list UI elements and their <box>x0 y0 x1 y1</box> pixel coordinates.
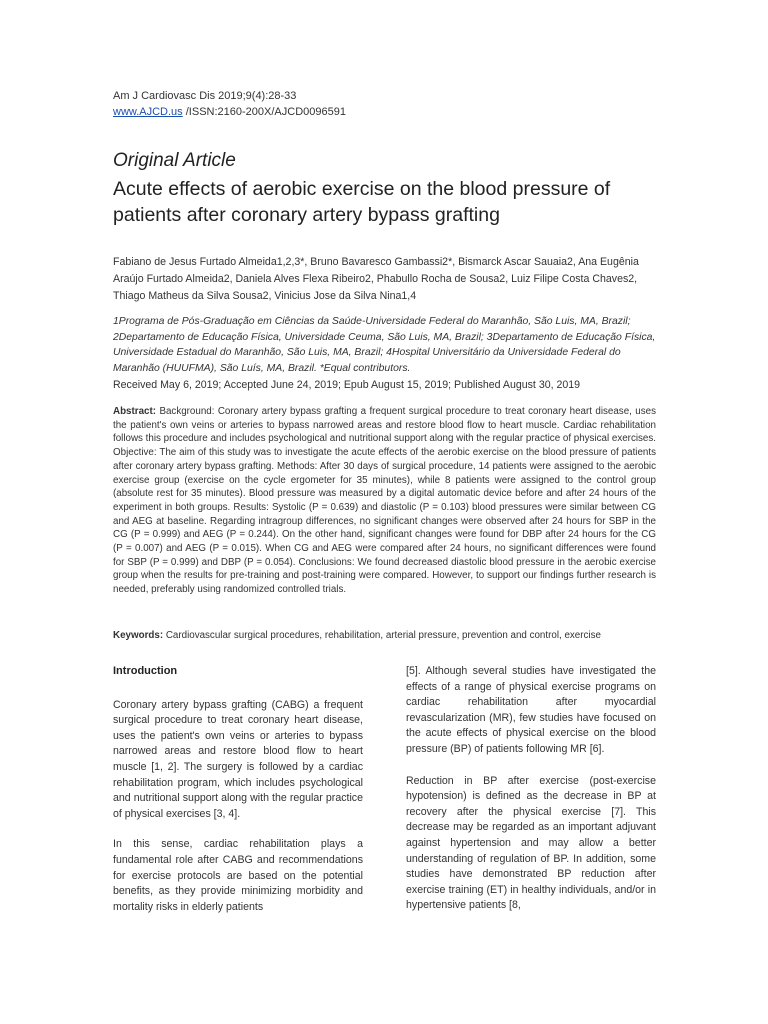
affiliations: 1Programa de Pós-Graduação em Ciências da Saúde-Universidade Federal do Maranhão, São Luis, MA, Brazil; 2Departamento de Educação Física, Universidade Ceuma, São Luis, MA, Brazil; 3Departamento de Educação Física, Universidade Estadual do Maranhão, São Luis, MA, Brazil; 4Hospital Universitário da Universidade Federal do Maranhão (HUUFMA), São Luís, MA, Brazil. *Equal contributors. <box>113 316 656 374</box>
journal-link-line <box>113 104 346 120</box>
body-column-right <box>406 664 656 930</box>
paper-page <box>113 0 656 1024</box>
body-paragraph: In this sense, cardiac rehabilitation plays a fundamental role after CABG and recommendations for exercise protocols are based on the potential benefits, as they provide minimizing morbidity and mortality risks in elderly patients <box>113 838 363 913</box>
journal-header <box>113 88 346 120</box>
body-paragraph: Reduction in BP after exercise (post-exercise hypotension) is defined as the decrease in BP at recovery after the physical exercise [7]. This decrease may be regarded as an important adjuvant against hypertension and may allow a better understanding of regulation of BP. In addition, some studies have demonstrated BP reduction after exercise training (ET) in healthy individuals, and/or in hypertensive patients [8, <box>406 774 656 912</box>
body-paragraph: [5]. Although several studies have investigated the effects of a range of physical exercise programs on cardiac rehabilitation after myocardial revascularization (MR), few studies have focused on the acute effects of physical exercise on the blood pressure (BP) of patients following MR [6]. <box>406 665 656 755</box>
section-heading-introduction: Introduction <box>113 665 178 677</box>
article-type: Original Article <box>113 150 236 171</box>
body-column-left <box>113 664 363 930</box>
article-title: Acute effects of aerobic exercise on the blood pressure of patients after coronary artery bypass grafting <box>113 178 611 226</box>
author-list: Fabiano de Jesus Furtado Almeida1,2,3*, Bruno Bavaresco Gambassi2*, Bismarck Ascar Sauaia2, Ana Eugênia Araújo Furtado Almeida2, Daniela Alves Flexa Ribeiro2, Phabullo Rocha de Sousa2, Luiz Filipe Costa Chaves2, Thiago Matheus da Silva Sousa2, Vinicius Jose da Silva Nina1,4 <box>113 256 639 302</box>
journal-citation: Am J Cardiovasc Dis 2019;9(4):28-33 <box>113 90 297 102</box>
body-paragraph: Coronary artery bypass grafting (CABG) a frequent surgical procedure to treat coronary heart disease, uses the patient's own veins or arteries to bypass narrowed areas and restore blood flow to heart muscle [1, 2]. The surgery is followed by a cardiac rehabilitation program, which includes psychological and nutritional support along with the regular practice of physical exercises [3, 4]. <box>113 698 363 820</box>
abstract-text: Background: Coronary artery bypass grafting a frequent surgical procedure to treat coronary heart disease, uses the patient's own veins or arteries to bypass narrowed areas and restore blood flow to heart muscle. Cardiac rehabilitation follows this procedure and includes psychological and nutritional support along with the regular practice of physical exercises. Objective: The aim of this study was to investigate the acute effects of the aerobic exercise on the blood pressure of patients after coronary artery bypass grafting. Methods: After 30 days of surgical procedure, 14 patients were assigned to the aerobic exercise group (exercise on the cycle ergometer for 35 minutes), while 8 patients were assigned to the control group (absolute rest for 35 minutes). Blood pressure was measured by a digital automatic device before and after 24 hours of the experiment in both groups. Results: Systolic (P = 0.639) and diastolic (P = 0.103) blood pressures were similar between CG and AEG at baseline. Regarding intragroup differences, no significant changes were observed after 24 hours for SBP in the CG (P = 0.999) and AEG (P = 0.244). On the other hand, significant changes were found for DBP after 24 hours for the CG (P = 0.007) and AEG (P = 0.015). When CG and AEG were compared after 24 hours, no significant differences were found for SBP (P = 0.999) and DBP (P = 0.054). Conclusions: We found decreased diastolic blood pressure in the aerobic exercise group when the results for pre-training and post-training were compared. However, to support our findings further research is needed, preferably using randomized controlled trials. <box>113 406 656 596</box>
journal-issn: /ISSN:2160-200X/AJCD0096591 <box>182 106 346 118</box>
keywords <box>113 629 656 643</box>
abstract <box>113 405 656 597</box>
keywords-text: Cardiovascular surgical procedures, rehabilitation, arterial pressure, prevention and control, exercise <box>165 630 601 641</box>
keywords-label: Keywords: <box>113 630 164 641</box>
publication-dates: Received May 6, 2019; Accepted June 24, 2019; Epub August 15, 2019; Published August 30, 2019 <box>113 379 581 391</box>
abstract-label: Abstract: <box>113 406 157 417</box>
journal-website-link[interactable]: www.AJCD.us <box>113 106 183 118</box>
